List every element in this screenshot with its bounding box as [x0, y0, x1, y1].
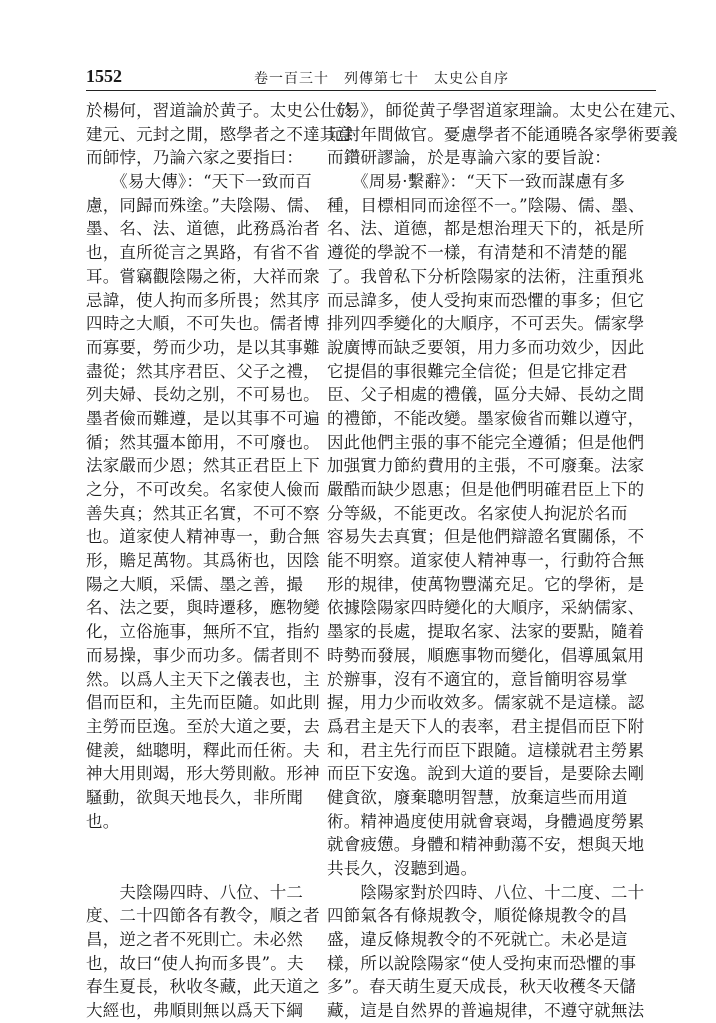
text-line: 墨者儉而難遵，是以其事不可遍	[86, 408, 320, 428]
text-line: 於楊何，習道論於黄子。太史公仕於	[86, 101, 354, 120]
text-line: 形，贍足萬物。其爲術也，因陰	[86, 551, 320, 571]
translation-column	[327, 99, 687, 1023]
text-line: 度、二十四節各有教令，順之者	[86, 906, 320, 926]
text-line: 說廣博而缺乏要領，用力多而功效少，因此	[327, 337, 645, 357]
text-line: 它提倡的事很難完全信從；但是它排定君	[327, 361, 628, 381]
text-line: 墨、名、法、道德，此務爲治者	[86, 219, 320, 239]
text-line: 而易操，事少而功多。儒者則不	[86, 645, 320, 665]
running-head: 卷一百三十 列傳第七十 太史公自序	[254, 71, 509, 87]
text-line: 墨家的長處，提取名家、法家的要點，隨着	[327, 622, 645, 642]
text-line: 多”。春天萌生夏天成長，秋天收穫冬天儲	[327, 977, 637, 997]
text-line: 《周易·繫辭》：“天下一致而謀慮有多	[327, 172, 626, 192]
text-line: 陽之大順，采儒、墨之善，撮	[86, 574, 304, 594]
text-line: 於辦事，沒有不適宜的，意旨簡明容易掌	[327, 669, 628, 689]
text-line: 遵從的學說不一樣，有清楚和不清楚的罷	[327, 243, 628, 263]
text-line: 種，目標相同而途徑不一。”陰陽、儒、墨、	[327, 195, 645, 215]
text-line: 昌，逆之者不死則亡。未必然	[86, 930, 304, 950]
text-line: 善失真；然其正名實，不可不察	[86, 503, 320, 523]
text-line: 四節氣各有條規教令，順從條規教令的昌	[327, 906, 628, 926]
text-line: 主勞而臣逸。至於大道之要，去	[86, 716, 320, 736]
text-line: 也，直所從言之異路，有省不省	[86, 243, 320, 263]
text-line: 術。精神過度使用就會衰竭，身體過度勞累	[327, 811, 645, 831]
text-line: 春生夏長，秋收冬藏，此天道之	[86, 977, 320, 997]
text-line: 依據陰陽家四時變化的大順序，采納儒家、	[327, 598, 645, 618]
text-line: 盡從；然其序君臣、父子之禮，	[86, 361, 320, 381]
text-line: 就會疲憊。身體和精神動蕩不安，想與天地	[327, 835, 645, 855]
text-line: 時勢而發展，順應事物而變化，倡導風氣用	[327, 645, 645, 665]
text-line: 健貪欲，廢棄聰明智慧，放棄這些而用道	[327, 787, 628, 807]
text-line: 共長久，沒聽到過。	[327, 859, 478, 878]
text-line: 樣，所以說陰陽家“使人受拘束而恐懼的事	[327, 953, 637, 973]
text-line: 列夫婦、長幼之别，不可易也。	[86, 385, 320, 405]
text-line: 夫陰陽四時、八位、十二	[86, 882, 304, 902]
classical-text-column	[86, 99, 354, 1023]
text-line: 四時之大順，不可失也。儒者博	[86, 314, 320, 334]
text-line: 耳。嘗竊觀陰陽之術，大祥而衆	[86, 266, 320, 286]
text-line: 了。我曾私下分析陰陽家的法術，注重預兆	[327, 266, 645, 286]
text-line: 建元、元封之閒，愍學者之不達其意	[86, 124, 354, 144]
text-line: 也，故曰“使人拘而多畏”。夫	[86, 953, 304, 973]
text-line: 爲君主是天下人的表率，君主提倡而臣下附	[327, 716, 645, 736]
text-line: 而臣下安逸。說到大道的要旨，是要除去剛	[327, 764, 645, 784]
text-line: 也。	[86, 811, 120, 831]
text-line: 元封年間做官。憂慮學者不能通曉各家學術要義	[327, 124, 678, 144]
text-line: 盛，違反條規教令的不死就亡。未必是這	[327, 930, 628, 950]
text-line: 循；然其彊本節用，不可廢也。	[86, 432, 320, 452]
text-line: 而寡要，勞而少功，是以其事難	[86, 337, 320, 357]
text-line: 《易大傳》：“天下一致而百	[86, 172, 312, 192]
paragraph-gap	[86, 833, 302, 857]
text-line: 臣、父子相處的禮儀，區分夫婦、長幼之間	[327, 385, 645, 405]
text-line: 大經也，弗順則無以爲天下綱	[86, 1001, 304, 1021]
paragraph-gap	[86, 857, 302, 881]
text-line: 忌諱，使人拘而多所畏；然其序	[86, 290, 320, 310]
text-line: 和，君主先行而臣下跟隨。這樣就君主勞累	[327, 740, 645, 760]
page-header	[0, 0, 716, 95]
page-number: 1552	[86, 66, 122, 86]
text-line: 也。道家使人精神專一，動合無	[86, 527, 320, 547]
text-line: 然。以爲人主天下之儀表也，主	[86, 669, 320, 689]
text-line: 因此他們主張的事不能完全遵循；但是他們	[327, 432, 645, 452]
text-line: 名、法之要，與時遷移，應物變	[86, 598, 320, 618]
text-line: 的禮節，不能改變。墨家儉省而難以遵守，	[327, 408, 645, 428]
text-line: 神大用則竭，形大勞則敝。形神	[86, 764, 320, 784]
text-line: 騷動，欲與天地長久，非所聞	[86, 787, 304, 807]
text-line: 而鑽研謬論，於是專論六家的要旨說：	[327, 148, 611, 168]
text-line: 分等級，不能更改。名家使人拘泥於名而	[327, 503, 628, 523]
text-line: 《易》，師從黄子學習道家理論。太史公在建元、	[327, 101, 687, 120]
text-line: 排列四季變化的大順序，不可丟失。儒家學	[327, 314, 645, 334]
text-line: 嚴酷而缺少恩惠；但是他們明確君臣上下的	[327, 480, 645, 499]
text-line: 健羨，絀聰明，釋此而任術。夫	[86, 740, 320, 760]
text-line: 而師悖，乃論六家之要指曰：	[86, 148, 304, 168]
text-line: 而忌諱多，使人受拘束而恐懼的事多；但它	[327, 290, 645, 310]
text-line: 慮，同歸而殊塗。”夫陰陽、儒、	[86, 195, 321, 215]
text-line: 容易失去真實；但是他們辯證名實關係，不	[327, 527, 645, 547]
text-line: 之分，不可改矣。名家使人儉而	[86, 480, 320, 499]
text-line: 形的規律，使萬物豐滿充足。它的學術，是	[327, 574, 645, 594]
text-line: 陰陽家對於四時、八位、十二度、二十	[327, 882, 645, 902]
text-line: 倡而臣和，主先而臣隨。如此則	[86, 693, 320, 713]
text-line: 法家嚴而少恩；然其正君臣上下	[86, 456, 320, 476]
text-line: 化，立俗施事，無所不宜，指約	[86, 622, 320, 642]
text-line: 名、法、道德，都是想治理天下的，祇是所	[327, 219, 645, 239]
header-rule	[86, 90, 656, 91]
text-line: 能不明察。道家使人精神專一，行動符合無	[327, 551, 645, 571]
text-line: 藏，這是自然界的普遍規律，不遵守就無法	[327, 1001, 645, 1021]
text-line: 握，用力少而收效多。儒家就不是這樣。認	[327, 693, 645, 713]
text-line: 加强實力節約費用的主張，不可廢棄。法家	[327, 456, 645, 476]
